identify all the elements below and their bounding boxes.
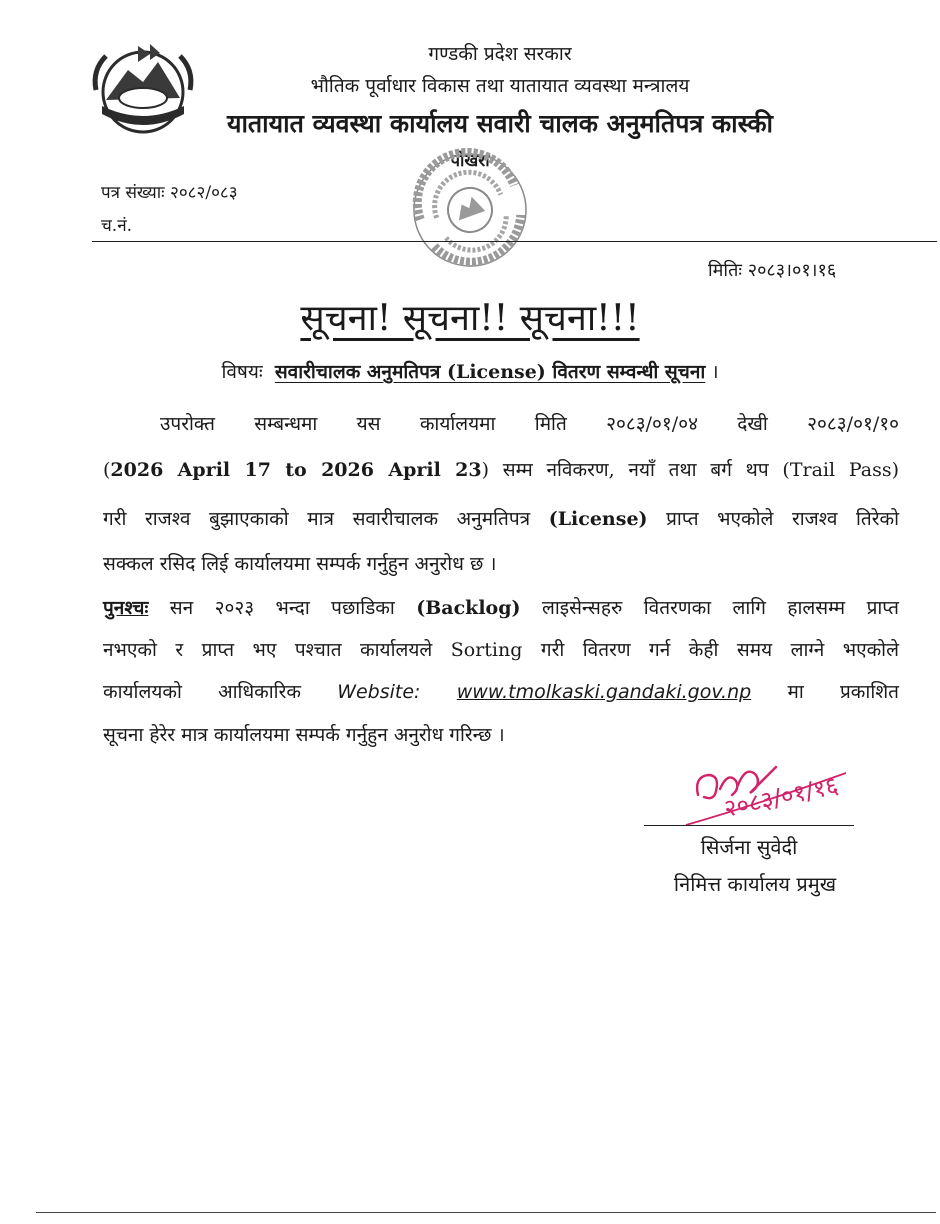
para1-line2 bbox=[103, 456, 899, 482]
para2-line1-post: लाइसेन्सहरु वितरणका लागि हालसम्म प्राप्त bbox=[520, 597, 899, 619]
subject-end: । bbox=[711, 361, 719, 383]
para2-line3-post: मा प्रकाशित bbox=[751, 681, 899, 703]
para1-open-paren: ( bbox=[103, 459, 111, 481]
header-city: पोखरा bbox=[450, 151, 490, 171]
letter-number: पत्र संख्याः २०८२/०८३ bbox=[101, 183, 238, 203]
para2-line2: नभएको र प्राप्त भए पश्चात कार्यालयले Sorting गरी वितरण गर्न केही समय लाग्ने भएकोले bbox=[103, 639, 899, 661]
para1-line2-rest: ) सम्म नविकरण, नयाँ तथा बर्ग थप (Trail Pass) bbox=[481, 459, 900, 481]
dispatch-number: च.नं. bbox=[101, 216, 133, 236]
signatory-name: सिर्जना सुवेदी bbox=[700, 835, 798, 859]
para1-line3-pre: गरी राजश्व बुझाएकाको मात्र सवारीचालक अनुमतिपत्र bbox=[103, 508, 549, 530]
issue-date: मितिः २०८३।०१।१६ bbox=[708, 260, 837, 281]
header-office: यातायात व्यवस्था कार्यालय सवारी चालक अनुमतिपत्र कास्की bbox=[226, 109, 774, 138]
para2-backlog-term: (Backlog) bbox=[416, 597, 521, 619]
handwritten-signature bbox=[676, 745, 886, 835]
notice-subject bbox=[0, 358, 940, 384]
subject-text: सवारीचालक अनुमतिपत्र (License) वितरण सम्वन्धी सूचना bbox=[274, 361, 706, 383]
signature-date: २०८३/०१/१६ bbox=[721, 771, 841, 823]
para1-line3 bbox=[103, 505, 899, 531]
header-ministry: भौतिक पूर्वाधार विकास तथा यातायात व्यवस्था मन्त्रालय bbox=[310, 75, 690, 97]
para1-line4: सक्कल रसिद लिई कार्यालयमा सम्पर्क गर्नुहुन अनुरोध छ । bbox=[103, 553, 497, 575]
para2-line3 bbox=[103, 678, 899, 704]
para2-line3-pre: कार्यालयको आधिकारिक bbox=[103, 681, 338, 703]
header-province: गण्डकी प्रदेश सरकार bbox=[428, 43, 572, 65]
subject-label: विषयः bbox=[221, 361, 263, 383]
postscript-label: पुनश्चः bbox=[103, 597, 149, 619]
para1-line1: उपरोक्त सम्बन्धमा यस कार्यालयमा मिति २०८३/०१/०४ देखी २०८३/०१/१० bbox=[160, 413, 899, 435]
notice-title: सूचना! सूचना!! सूचना!!! bbox=[300, 298, 640, 339]
para1-line3-post: प्राप्त भएकोले राजश्व तिरेको bbox=[647, 508, 900, 530]
office-seal-stamp bbox=[400, 140, 540, 280]
para2-line4: सूचना हेरेर मात्र कार्यालयमा सम्पर्क गर्नुहुन अनुरोध गरिन्छ । bbox=[103, 724, 505, 746]
signatory-title: निमित्त कार्यालय प्रमुख bbox=[673, 872, 837, 896]
para2-line1-pre: सन २०२३ भन्दा पछाडिका bbox=[148, 597, 417, 619]
para1-english-dates: 2026 April 17 to 2026 April 23 bbox=[110, 459, 482, 481]
footer-divider bbox=[36, 1212, 936, 1213]
website-label: Website: bbox=[337, 681, 421, 703]
para2-line1 bbox=[103, 594, 899, 620]
website-link[interactable]: www.tmolkaski.gandaki.gov.np bbox=[456, 681, 752, 703]
para1-license-term: (License) bbox=[548, 508, 648, 530]
signature-line bbox=[644, 825, 854, 826]
header-divider bbox=[92, 241, 937, 242]
